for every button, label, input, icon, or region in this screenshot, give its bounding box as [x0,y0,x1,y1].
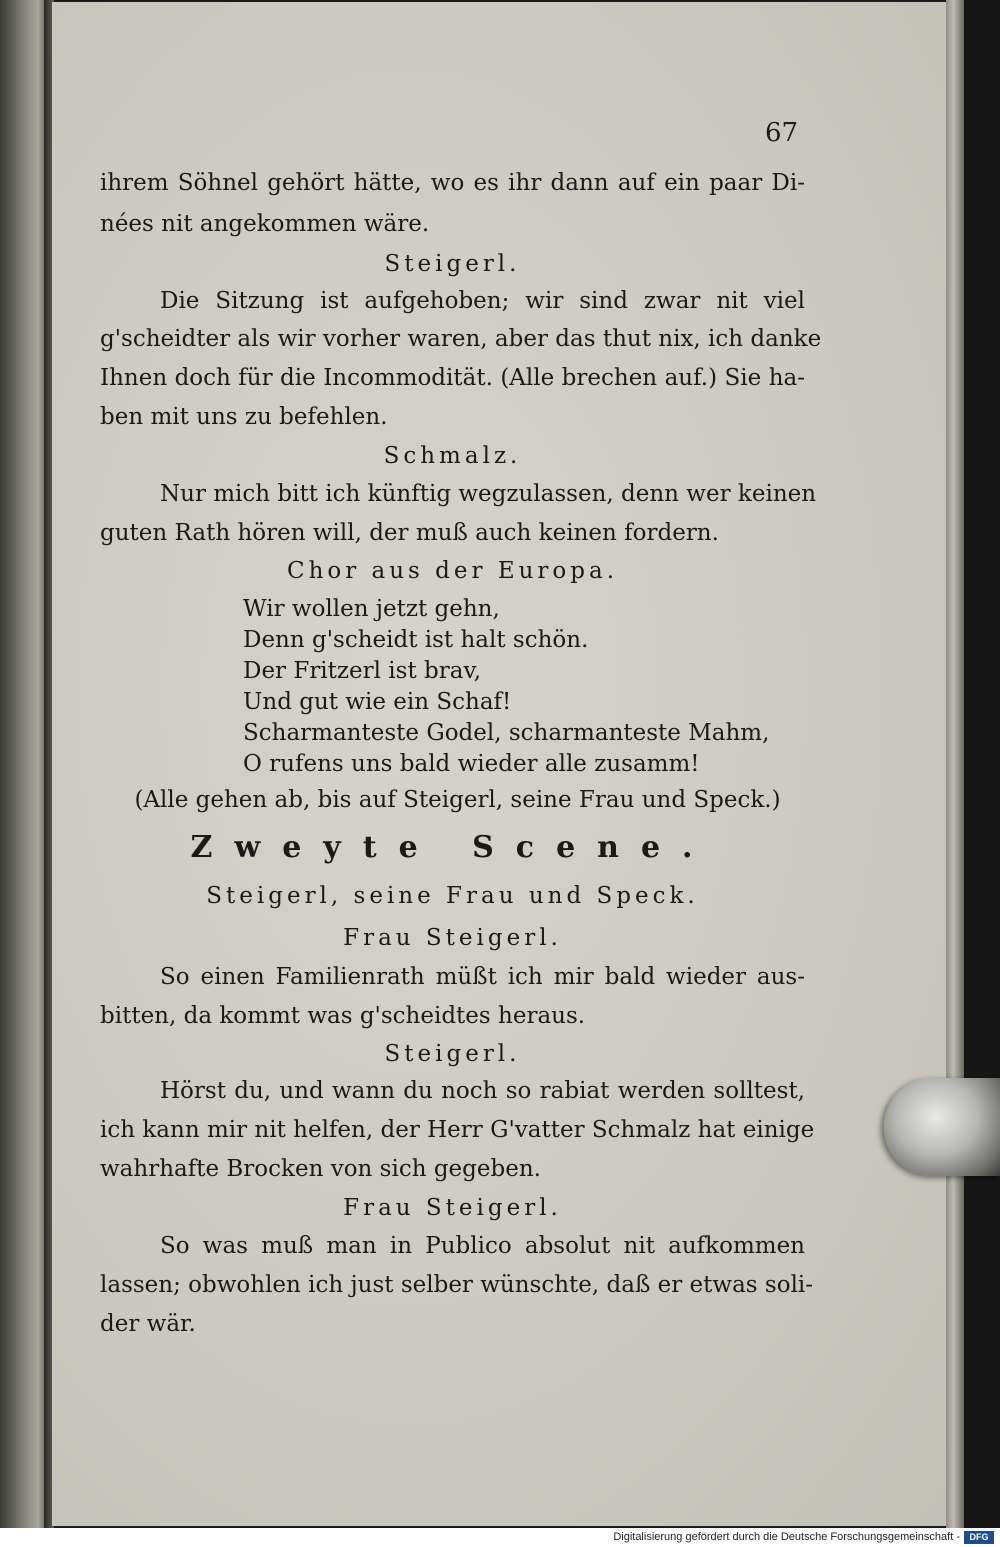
speaker-heading: Frau Steigerl. [343,1195,562,1221]
text-line: lassen; obwohlen ich just selber wünschte, daß er etwas soli- [100,1272,814,1298]
text-line: wahrhafte Brocken von sich gegeben. [100,1156,541,1182]
page-clip [884,1078,1000,1176]
speaker-heading: Frau Steigerl. [343,925,562,951]
text-line: Die Sitzung ist aufgehoben; wir sind zwar nit viel [160,288,805,314]
text-line: Ihnen doch für die Incommodität. (Alle brechen auf.) Sie ha- [100,365,805,391]
speaker-heading: Steigerl. [384,1041,521,1067]
verse-line: Denn g'scheidt ist halt schön. [243,627,589,653]
verse-line: Scharmanteste Godel, scharmanteste Mahm, [243,720,770,746]
text-line: ihrem Söhnel gehört hätte, wo es ihr dann auf ein paar Di- [100,170,805,196]
verse-line: O rufens uns bald wieder alle zusamm! [243,751,700,777]
text-line: So was muß man in Publico absolut nit aufkommen [160,1233,805,1259]
stage-direction: (Alle gehen ab, bis auf Steigerl, seine Frau und Speck.) [134,787,781,813]
page-block-edge [946,0,964,1528]
facing-page-edge [0,0,48,1528]
speaker-heading: Steigerl. [384,251,521,277]
speaker-heading: Schmalz. [383,443,522,469]
verse-line: Und gut wie ein Schaf! [243,689,512,715]
text-line: Hörst du, und wann du noch so rabiat werden solltest, [160,1078,805,1104]
text-line: g'scheidter als wir vorher waren, aber das thut nix, ich danke [100,326,822,352]
speaker-heading: Chor aus der Europa. [286,558,619,584]
text-line: guten Rath hören will, der muß auch keinen fordern. [100,520,719,546]
text-line: ich kann mir nit helfen, der Herr G'vatter Schmalz hat einige [100,1117,815,1143]
page-number: 67 [765,118,799,148]
scene-characters: Steigerl, seine Frau und Speck. [206,883,699,909]
text-line: bitten, da kommt was g'scheidtes heraus. [100,1003,586,1029]
dfg-logo: DFG [964,1531,994,1544]
text-line: der wär. [100,1311,196,1337]
text-line: ben mit uns zu befehlen. [100,404,388,430]
scan-background [964,0,1000,1528]
footer-credit: Digitalisierung gefördert durch die Deutsche Forschungsgemeinschaft - [613,1531,960,1543]
scene-title: Zweyte Scene. [190,830,715,865]
text-line: So einen Familienrath müßt ich mir bald wieder aus- [160,964,805,990]
verse-line: Der Fritzerl ist brav, [243,658,482,684]
text-line: Nur mich bitt ich künftig wegzulassen, denn wer keinen [160,481,817,507]
verse-line: Wir wollen jetzt gehn, [243,596,500,622]
digitization-footer [0,1528,1000,1547]
text-line: nées nit angekommen wäre. [100,211,430,237]
